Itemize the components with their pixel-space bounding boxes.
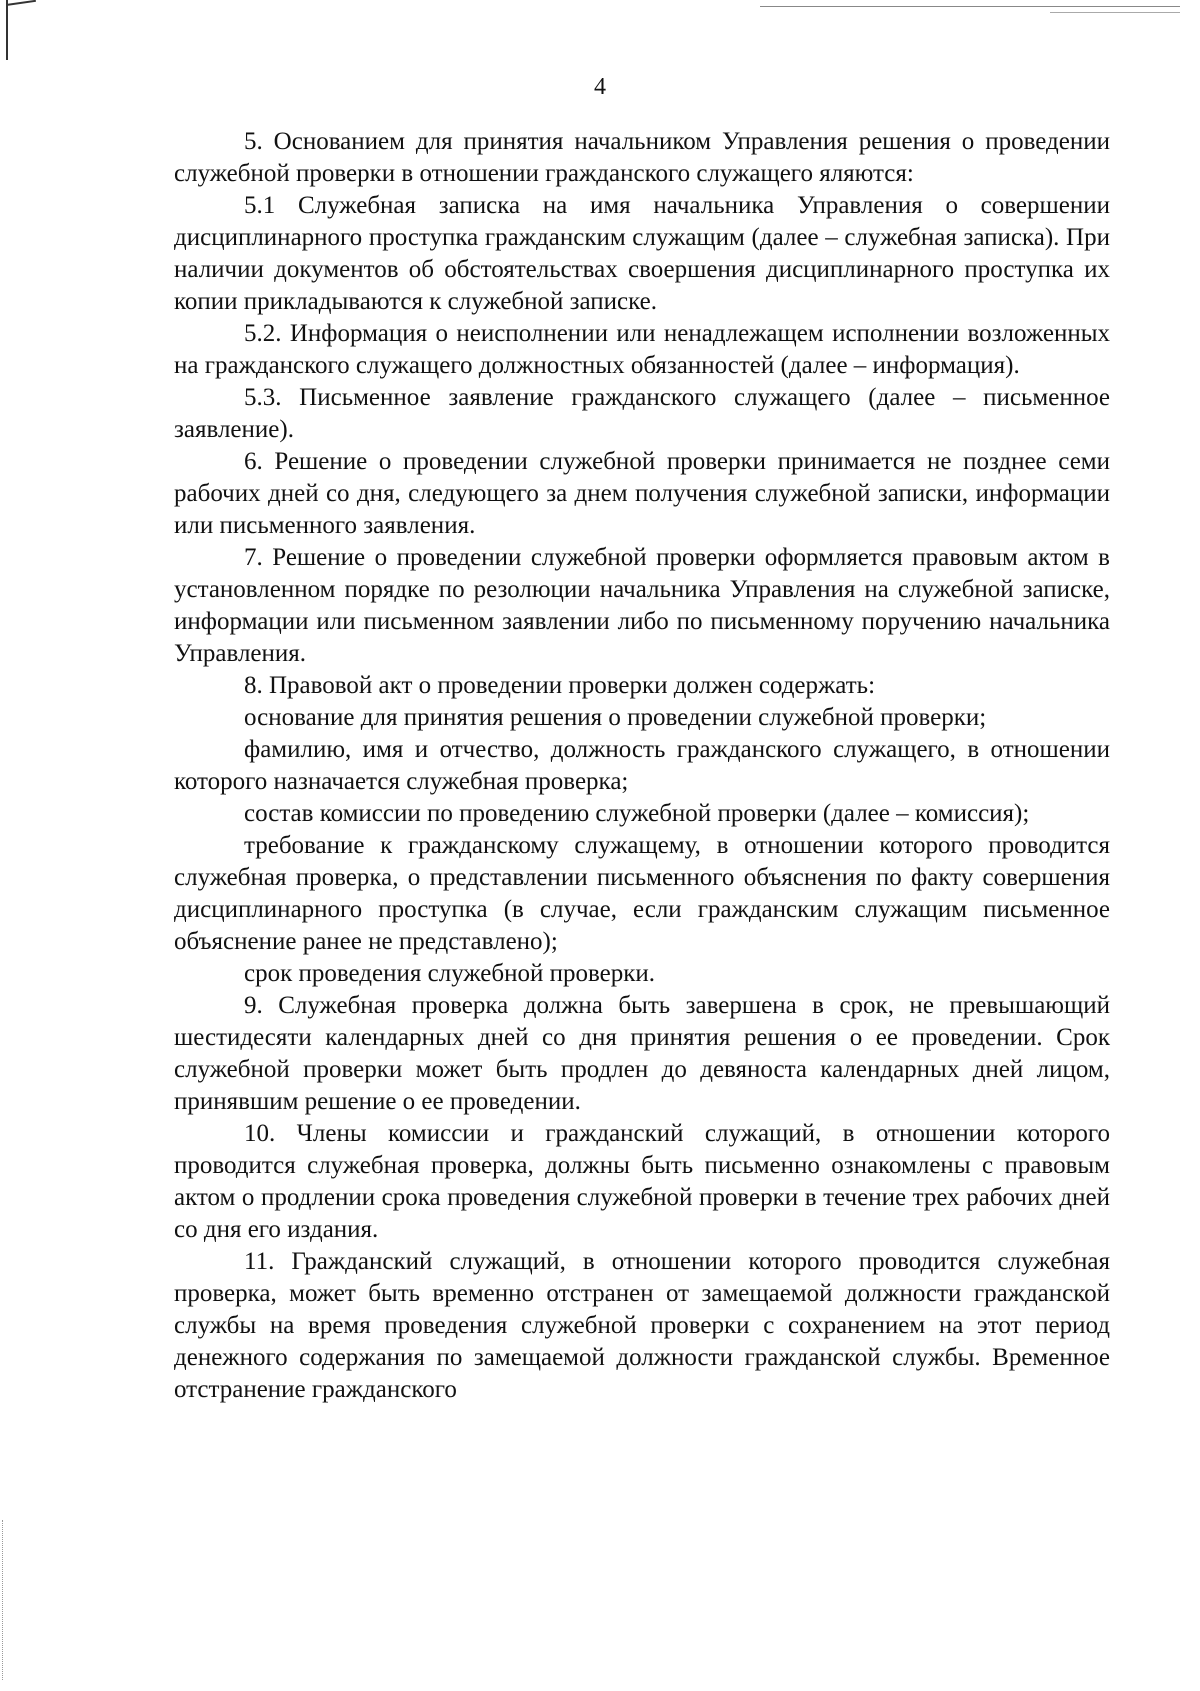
paragraph: 9. Служебная проверка должна быть завершена в срок, не превышающий шестидесяти календарных дней со дня принятия решения о ее проведении. Срок служебной проверки может быть продлен до девяноста календарных дней лицом, принявшим решение о ее проведении. bbox=[174, 992, 1110, 1115]
paragraph: требование к гражданскому служащему, в отношении которого проводится служебная проверка, о представлении письменного объяснения по факту совершения дисциплинарного проступка (в случае, если гражданским служащим письменное объяснение ранее не представлено); bbox=[174, 832, 1110, 955]
scan-artifact bbox=[6, 0, 36, 6]
scan-artifact bbox=[6, 0, 8, 60]
paragraph: 5. Основанием для принятия начальником Управления решения о проведении служебной проверки в отношении гражданского служащего яляются: bbox=[174, 128, 1110, 187]
paragraph: основание для принятия решения о проведении служебной проверки; bbox=[244, 704, 987, 731]
paragraph: 5.1 Служебная записка на имя начальника Управления о совершении дисциплинарного проступка гражданским служащим (далее – служебная записка). При наличии документов об обстоятельствах своершения дисциплинарного проступка их копии прикладываются к служебной записке. bbox=[174, 192, 1110, 315]
document-body bbox=[174, 126, 1110, 1406]
paragraph: срок проведения служебной проверки. bbox=[244, 960, 656, 987]
scan-artifact bbox=[1050, 12, 1180, 13]
scan-artifact bbox=[2, 1520, 4, 1680]
paragraph: 11. Гражданский служащий, в отношении которого проводится служебная проверка, может быть временно отстранен от замещаемой должности гражданской службы на время проведения служебной проверки с сохранением на этот период денежного содержания по замещаемой должности гражданской службы. Временное отстранение гражданского bbox=[174, 1248, 1110, 1403]
paragraph: состав комиссии по проведению служебной проверки (далее – комиссия); bbox=[244, 800, 1030, 827]
paragraph: 5.3. Письменное заявление гражданского служащего (далее – письменное заявление). bbox=[174, 384, 1110, 443]
paragraph: фамилию, имя и отчество, должность гражданского служащего, в отношении которого назначается служебная проверка; bbox=[174, 736, 1110, 795]
paragraph: 6. Решение о проведении служебной проверки принимается не позднее семи рабочих дней со дня, следующего за днем получения служебной записки, информации или письменного заявления. bbox=[174, 448, 1110, 539]
paragraph: 5.2. Информация о неисполнении или ненадлежащем исполнении возложенных на гражданского служащего должностных обязанностей (далее – информация). bbox=[174, 320, 1110, 379]
paragraph: 10. Члены комиссии и гражданский служащий, в отношении которого проводится служебная проверка, должны быть письменно ознакомлены с правовым актом о продлении срока проведения служебной проверки в течение трех рабочих дней со дня его издания. bbox=[174, 1120, 1110, 1243]
page-number: 4 bbox=[594, 74, 606, 100]
scan-artifact bbox=[760, 6, 1180, 7]
paragraph: 8. Правовой акт о проведении проверки должен содержать: bbox=[244, 672, 876, 699]
paragraph: 7. Решение о проведении служебной проверки оформляется правовым актом в установленном порядке по резолюции начальника Управления на служебной записке, информации или письменном заявлении либо по письменному поручению начальника Управления. bbox=[174, 544, 1110, 667]
